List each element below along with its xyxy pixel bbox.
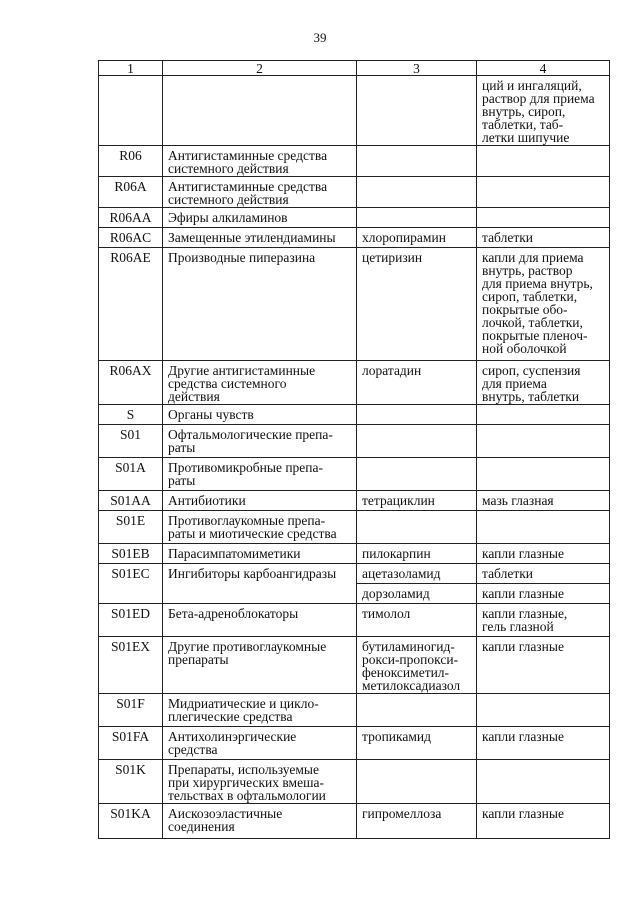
form-cell xyxy=(477,248,610,361)
name-cell xyxy=(163,425,357,458)
form-cell xyxy=(477,76,610,146)
table-row xyxy=(99,208,610,228)
form-cell xyxy=(477,361,610,405)
form-cell-text: капли глазные xyxy=(482,806,564,821)
code-cell xyxy=(99,405,163,425)
form-cell-text: капли глазные xyxy=(482,639,564,654)
form-cell xyxy=(477,604,610,637)
table-row xyxy=(99,76,610,146)
form-cell xyxy=(477,208,610,228)
code-cell-text: S01E xyxy=(115,513,146,528)
table-row xyxy=(99,146,610,177)
form-cell-text: мазь глазная xyxy=(482,493,554,508)
code-cell-text: S01KA xyxy=(110,806,151,821)
drug-cell-text: тетрациклин xyxy=(362,493,435,508)
drug-cell xyxy=(357,177,477,208)
drug-cell-text: хлоропирамин xyxy=(362,230,446,245)
column-header: 1 xyxy=(99,61,163,76)
drug-cell-text: тропикамид xyxy=(362,729,431,744)
drug-cell xyxy=(357,228,477,248)
code-cell-text: S01AA xyxy=(110,493,151,508)
name-cell-text: Парасимпатомиметики xyxy=(168,546,301,561)
form-cell xyxy=(477,637,610,694)
form-cell xyxy=(477,544,610,564)
table-row xyxy=(99,248,610,361)
form-cell xyxy=(477,511,610,544)
code-cell xyxy=(99,146,163,177)
name-cell-text: Органы чувств xyxy=(168,407,254,422)
name-cell xyxy=(163,491,357,511)
name-cell xyxy=(163,228,357,248)
drug-cell xyxy=(357,760,477,804)
code-cell-text: S01F xyxy=(116,696,145,711)
form-cell xyxy=(477,228,610,248)
code-cell xyxy=(99,228,163,248)
code-cell xyxy=(99,727,163,760)
drug-cell xyxy=(357,564,477,584)
name-cell xyxy=(163,146,357,177)
code-cell xyxy=(99,177,163,208)
code-cell xyxy=(99,804,163,839)
drug-cell xyxy=(357,361,477,405)
code-cell xyxy=(99,76,163,146)
name-cell xyxy=(163,208,357,228)
drug-cell-text: бутиламиногид- рокси-пропокси- феноксиметил- метилоксадиазол xyxy=(362,639,461,693)
table-row xyxy=(99,511,610,544)
form-cell xyxy=(477,146,610,177)
code-cell-text: S01EC xyxy=(111,566,150,581)
table-row xyxy=(99,228,610,248)
name-cell xyxy=(163,694,357,727)
code-cell-text: S01ED xyxy=(110,606,150,621)
form-cell xyxy=(477,177,610,208)
code-cell xyxy=(99,694,163,727)
name-cell-text: Антигистаминные средства системного действия xyxy=(168,179,328,207)
code-cell-text: R06AA xyxy=(109,210,152,225)
name-cell xyxy=(163,544,357,564)
code-cell-text: R06AE xyxy=(110,250,151,265)
drug-cell-text: ацетазоламид xyxy=(362,566,441,581)
drug-cell xyxy=(357,727,477,760)
table-header-row xyxy=(99,61,610,76)
name-cell-text: Эфиры алкиламинов xyxy=(168,210,288,225)
name-cell-text: Аискозоэластичные соединения xyxy=(168,806,283,834)
table-row xyxy=(99,425,610,458)
form-cell xyxy=(477,425,610,458)
drug-cell-text: дорзоламид xyxy=(362,586,430,601)
form-cell-text: таблетки xyxy=(482,566,534,581)
name-cell xyxy=(163,564,357,604)
code-cell xyxy=(99,491,163,511)
name-cell-text: Противоглаукомные препа- раты и миотические средства xyxy=(168,513,337,541)
table-row xyxy=(99,405,610,425)
code-cell xyxy=(99,511,163,544)
drug-classification-table xyxy=(98,60,610,839)
name-cell xyxy=(163,804,357,839)
name-cell xyxy=(163,458,357,491)
code-cell xyxy=(99,458,163,491)
table-row xyxy=(99,760,610,804)
table-row xyxy=(99,458,610,491)
drug-cell xyxy=(357,511,477,544)
name-cell xyxy=(163,604,357,637)
form-cell xyxy=(477,727,610,760)
drug-cell-text: лоратадин xyxy=(362,363,422,378)
name-cell-text: Бета-адреноблокаторы xyxy=(168,606,299,621)
code-cell-text: S01K xyxy=(115,762,146,777)
code-cell-text: R06 xyxy=(119,148,142,163)
form-cell xyxy=(477,694,610,727)
name-cell-text: Антибиотики xyxy=(168,493,246,508)
code-cell xyxy=(99,604,163,637)
code-cell xyxy=(99,248,163,361)
name-cell-text: Замещенные этилендиамины xyxy=(168,230,336,245)
name-cell xyxy=(163,248,357,361)
code-cell-text: R06AC xyxy=(109,230,152,245)
form-cell xyxy=(477,564,610,584)
table-row xyxy=(99,177,610,208)
table-row xyxy=(99,727,610,760)
code-cell-text: S01A xyxy=(115,460,146,475)
drug-cell-text: цетиризин xyxy=(362,250,423,265)
form-cell-text: капли глазные xyxy=(482,546,564,561)
code-cell-text: S01 xyxy=(119,427,141,442)
name-cell xyxy=(163,177,357,208)
code-cell xyxy=(99,361,163,405)
name-cell-text: Мидриатические и цикло- плегические средства xyxy=(168,696,319,724)
name-cell-text: Ингибиторы карбоангидразы xyxy=(168,566,337,581)
form-cell xyxy=(477,491,610,511)
name-cell-text: Офтальмологические препа- раты xyxy=(168,427,333,455)
code-cell-text: S01EX xyxy=(110,639,150,654)
name-cell-text: Противомикробные препа- раты xyxy=(168,460,324,488)
drug-cell xyxy=(357,405,477,425)
code-cell-text: R06AX xyxy=(109,363,152,378)
form-cell xyxy=(477,760,610,804)
drug-cell xyxy=(357,248,477,361)
name-cell-text: Антихолинэргические средства xyxy=(168,729,297,757)
name-cell xyxy=(163,727,357,760)
drug-cell xyxy=(357,208,477,228)
form-cell xyxy=(477,804,610,839)
table-row xyxy=(99,604,610,637)
form-cell-text: таблетки xyxy=(482,230,534,245)
column-header: 2 xyxy=(163,61,357,76)
table-row xyxy=(99,804,610,839)
code-cell xyxy=(99,544,163,564)
form-cell-text: капли глазные xyxy=(482,586,564,601)
drug-cell xyxy=(357,694,477,727)
drug-cell xyxy=(357,146,477,177)
form-cell xyxy=(477,458,610,491)
name-cell xyxy=(163,637,357,694)
name-cell-text: Производные пиперазина xyxy=(168,250,316,265)
name-cell-text: Антигистаминные средства системного действия xyxy=(168,148,328,176)
table-row xyxy=(99,637,610,694)
page-number: 39 xyxy=(313,30,327,45)
drug-cell-text: тимолол xyxy=(362,606,411,621)
form-cell-text: ций и ингаляций, раствор для приема внутрь, сироп, таблетки, таб- летки шипучие xyxy=(482,78,595,145)
drug-cell xyxy=(357,458,477,491)
code-cell xyxy=(99,564,163,604)
code-cell-text: S01EB xyxy=(111,546,150,561)
code-cell xyxy=(99,425,163,458)
drug-cell-text: гипромеллоза xyxy=(362,806,442,821)
code-cell-text: S xyxy=(126,407,135,422)
name-cell-text: Другие противоглаукомные препараты xyxy=(168,639,327,667)
drug-cell xyxy=(357,544,477,564)
drug-cell xyxy=(357,584,477,604)
table-row xyxy=(99,361,610,405)
form-cell-text: капли глазные, гель глазной xyxy=(482,606,568,634)
table-row xyxy=(99,491,610,511)
name-cell xyxy=(163,760,357,804)
table-row xyxy=(99,544,610,564)
form-cell xyxy=(477,405,610,425)
drug-cell xyxy=(357,76,477,146)
table-row xyxy=(99,564,610,584)
name-cell xyxy=(163,405,357,425)
drug-cell xyxy=(357,637,477,694)
column-header: 4 xyxy=(477,61,610,76)
code-cell xyxy=(99,760,163,804)
drug-cell xyxy=(357,491,477,511)
drug-cell xyxy=(357,604,477,637)
code-cell-text: R06A xyxy=(114,179,147,194)
table-row xyxy=(99,694,610,727)
form-cell-text: капли глазные xyxy=(482,729,564,744)
drug-cell xyxy=(357,425,477,458)
name-cell-text: Препараты, используемые при хирургических вмеша- тельствах в офтальмологии xyxy=(168,762,326,803)
drug-cell-text: пилокарпин xyxy=(362,546,431,561)
code-cell-text: S01FA xyxy=(111,729,150,744)
name-cell-text: Другие антигистаминные средства системного действия xyxy=(168,363,316,404)
column-header: 3 xyxy=(357,61,477,76)
drug-cell xyxy=(357,804,477,839)
code-cell xyxy=(99,637,163,694)
form-cell-text: сироп, суспензия для приема внутрь, таблетки xyxy=(482,363,581,404)
name-cell xyxy=(163,361,357,405)
name-cell xyxy=(163,76,357,146)
form-cell-text: капли для приема внутрь, раствор для приема внутрь, сироп, таблетки, покрытые обо- лочкой, таблетки, покрытые пленоч- ной оболочкой xyxy=(482,250,593,356)
code-cell xyxy=(99,208,163,228)
name-cell xyxy=(163,511,357,544)
form-cell xyxy=(477,584,610,604)
